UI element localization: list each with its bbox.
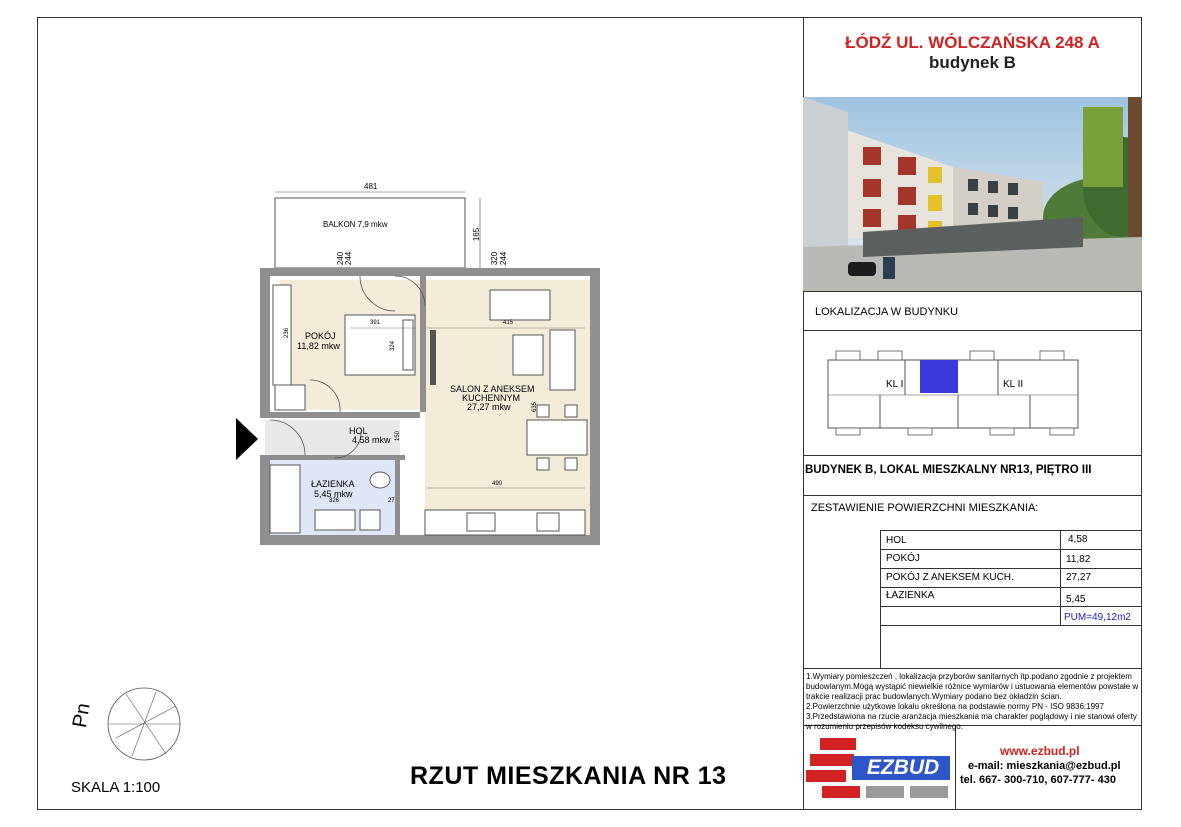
plan-title: RZUT MIESZKANIA NR 13 [410, 762, 727, 790]
area-row-name: POKÓJ Z ANEKSEM KUCH. [886, 572, 1014, 583]
lazienka-area: 5,45 mkw [314, 489, 353, 499]
dim-244b: 244 [499, 251, 509, 266]
unit-highlight [920, 360, 958, 393]
staircase-label-2: KL II [1003, 379, 1024, 390]
building-rendering [803, 97, 1142, 291]
project-address: ŁÓDŹ UL. WÓLCZAŃSKA 248 A [845, 33, 1100, 52]
dim-324: 324 [390, 340, 397, 352]
dim-150: 150 [395, 430, 402, 442]
building-label: budynek B [929, 53, 1016, 72]
dim-244a: 244 [344, 251, 354, 266]
balcony-label: BALKON 7,9 mkw [323, 220, 388, 229]
dim-490: 490 [492, 481, 503, 487]
lazienka-name: ŁAZIENKA [311, 479, 355, 489]
pokoj-name: POKÓJ [305, 331, 336, 341]
location-label: LOKALIZACJA W BUDYNKU [815, 306, 959, 318]
north-label: Pn [68, 701, 95, 730]
company-phone: tel. 667- 300-710, 607-777- 430 [960, 774, 1116, 786]
plan-scale: SKALA 1:100 [71, 779, 161, 796]
dim-balcony-depth: 165 [472, 227, 482, 242]
area-row-value: 4,58 [1068, 534, 1088, 545]
table-border [880, 530, 881, 668]
note-1: 1.Wymiary pomieszczeń , lokalizacja przyborów sanitarnych itp.podano zgodnie z projektem budowlanym.Mogą wystąpić niewielkie różnice wymiarów i ustuowania elementów powstałe w trakcie realizacji prac budowlanych.Wymiary podano bez okładzin ścian. [806, 672, 1139, 701]
notes [806, 672, 1140, 732]
divider [803, 668, 1142, 669]
project-header [803, 17, 1142, 97]
table-border [880, 625, 1142, 626]
dim-236: 236 [284, 327, 291, 339]
table-border [880, 606, 1142, 607]
floor-location-diagram [820, 345, 1090, 440]
area-row-value: 11,82 [1066, 554, 1091, 565]
dim-240: 240 [336, 251, 346, 266]
dim-320: 320 [490, 251, 500, 266]
area-row-value: 27,27 [1066, 572, 1092, 583]
note-3: 3.Przedstawiona na rzucie aranżacja mieszkania ma charakter poglądowy i nie stanowi oferty w rozumieniu przepisów kodeksu cywilnego. [806, 712, 1137, 731]
summary-title: ZESTAWIENIE POWIERZCHNI MIESZKANIA: [811, 502, 1039, 514]
pum-total: PUM=49,12m2 [1064, 612, 1131, 623]
table-border [880, 568, 1142, 569]
floor-plan [255, 180, 615, 550]
hol-area: 4,58 mkw [352, 435, 391, 445]
dim-635: 635 [532, 401, 539, 413]
hol-name: HOL [349, 426, 368, 436]
dim-balcony-width: 481 [364, 182, 378, 191]
north-arrow [96, 686, 206, 766]
area-row-value: 5,45 [1066, 594, 1086, 605]
salon-label-2: KUCHENNYM [462, 393, 521, 403]
unit-title: BUDYNEK B, LOKAL MIESZKALNY NR13, PIĘTRO III [805, 464, 1092, 476]
company-website[interactable]: www.ezbud.pl [1000, 744, 1080, 758]
staircase-label-1: KL I [886, 379, 904, 390]
dim-391: 391 [370, 320, 381, 326]
dim-27: 27 [388, 498, 395, 504]
divider [803, 291, 1142, 292]
table-border [880, 530, 1142, 531]
divider [803, 495, 1142, 496]
table-border [880, 549, 1142, 550]
logo-text: EZBUD [866, 756, 940, 779]
area-row-name: ŁAZIENKA [886, 590, 935, 601]
pokoj-area: 11,82 mkw [297, 341, 340, 351]
salon-area: 27,27 mkw [467, 402, 511, 412]
dim-415: 415 [503, 320, 514, 326]
note-2: 2.Powierzchnie użytkowe lokalu określona na podstawie normy PN - ISO 9836:1997 [806, 702, 1104, 711]
dim-326: 326 [329, 498, 340, 504]
area-row-name: HOL [886, 535, 907, 546]
divider [803, 330, 1142, 331]
salon-label-1: SALON Z ANEKSEM [450, 384, 535, 394]
table-border [880, 587, 1142, 588]
area-row-name: POKÓJ [886, 553, 920, 564]
logo-divider [955, 725, 956, 810]
divider [803, 455, 1142, 456]
company-email[interactable]: e-mail: mieszkania@ezbud.pl [968, 760, 1121, 772]
table-border [1060, 530, 1061, 625]
